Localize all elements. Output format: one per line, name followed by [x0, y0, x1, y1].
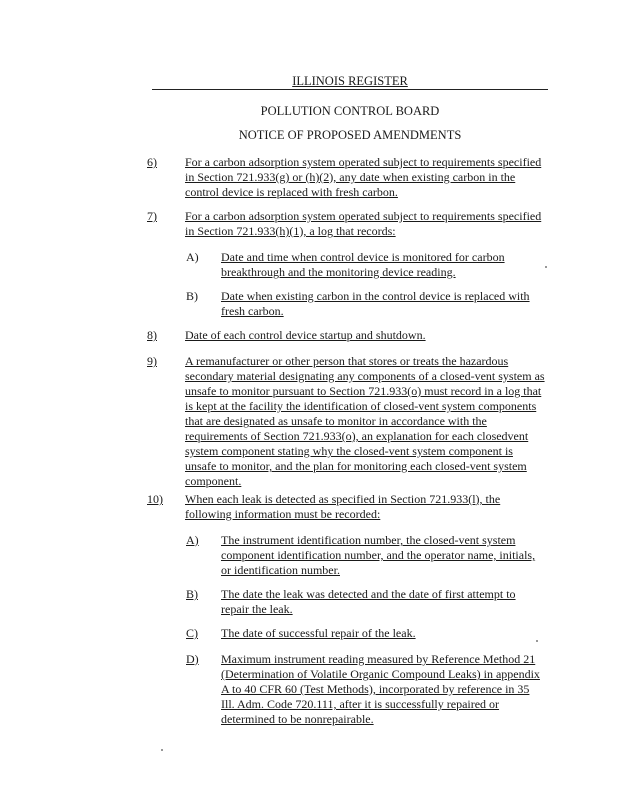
item-text [185, 492, 547, 522]
text-line: following information must be recorded: [185, 507, 381, 521]
sub-number: C) [186, 626, 198, 640]
header-rule [152, 89, 548, 90]
text-line: When each leak is detected as specified in Section 721.933(l), the [185, 492, 501, 506]
sub-number: A) [186, 250, 199, 264]
text-line: A remanufacturer or other person that stores or treats the hazardous [185, 354, 509, 368]
sub-text [221, 289, 546, 319]
text-line: Ill. Adm. Code 720.111, after it is successfully repaired or [221, 697, 500, 711]
text-line: A to 40 CFR 60 (Test Methods), incorporated by reference in 35 [221, 682, 530, 696]
sub-text [221, 533, 546, 578]
text-line: unsafe to monitor pursuant to Section 721.933(o) must record in a log that [185, 384, 542, 398]
item-number: 8) [147, 328, 157, 342]
text-line: is kept at the facility the identification of closed-vent system components [185, 399, 537, 413]
text-line: repair the leak. [221, 602, 293, 616]
scan-speck [545, 266, 547, 268]
notice-title: NOTICE OF PROPOSED AMENDMENTS [238, 128, 462, 142]
item-text [185, 328, 547, 343]
item-number: 6) [147, 155, 157, 169]
item-number: 7) [147, 209, 157, 223]
item-text [185, 155, 547, 200]
text-line: component identification number, and the operator name, initials, [221, 548, 536, 562]
item-text [185, 354, 547, 489]
text-line: (Determination of Volatile Organic Compound Leaks) in appendix [221, 667, 540, 681]
text-line: that are designated as unsafe to monitor in accordance with the [185, 414, 487, 428]
text-line: fresh carbon. [221, 304, 284, 318]
text-line: or identification number. [221, 563, 340, 577]
scan-speck [161, 749, 163, 751]
text-line: in Section 721.933(h)(1), a log that records: [185, 224, 396, 238]
text-line: system component stating why the closed-vent system component is [185, 444, 513, 458]
text-line: For a carbon adsorption system operated subject to requirements specified [185, 155, 542, 169]
sub-number: B) [186, 587, 198, 601]
text-line: component. [185, 474, 242, 488]
text-line: Date and time when control device is monitored for carbon [221, 250, 505, 264]
text-line: Maximum instrument reading measured by Reference Method 21 [221, 652, 536, 666]
register-title: ILLINOIS REGISTER [292, 74, 408, 88]
text-line: in Section 721.933(g) or (h)(2), any date when existing carbon in the [185, 170, 516, 184]
text-line: breakthrough and the monitoring device reading. [221, 265, 456, 279]
text-line: For a carbon adsorption system operated subject to requirements specified [185, 209, 542, 223]
scan-speck [536, 640, 538, 642]
sub-number: A) [186, 533, 199, 547]
item-number: 10) [147, 492, 163, 506]
sub-text [221, 587, 546, 617]
text-line: requirements of Section 721.933(o), an explanation for each closedvent [185, 429, 529, 443]
board-title: POLLUTION CONTROL BOARD [260, 104, 440, 118]
text-line: secondary material designating any components of a closed-vent system as [185, 369, 545, 383]
text-line: unsafe to monitor, and the plan for monitoring each closed-vent system [185, 459, 527, 473]
item-text [185, 209, 547, 239]
text-line: Date when existing carbon in the control device is replaced with [221, 289, 530, 303]
sub-text [221, 250, 546, 280]
text-line: The date the leak was detected and the date of first attempt to [221, 587, 516, 601]
sub-text [221, 652, 546, 727]
text-line: Date of each control device startup and shutdown. [185, 328, 426, 342]
sub-number: B) [186, 289, 198, 303]
item-number: 9) [147, 354, 157, 368]
sub-number: D) [186, 652, 199, 666]
text-line: The date of successful repair of the leak. [221, 626, 416, 640]
text-line: The instrument identification number, the closed-vent system [221, 533, 516, 547]
text-line: control device is replaced with fresh carbon. [185, 185, 398, 199]
text-line: determined to be nonrepairable. [221, 712, 374, 726]
sub-text [221, 626, 546, 641]
